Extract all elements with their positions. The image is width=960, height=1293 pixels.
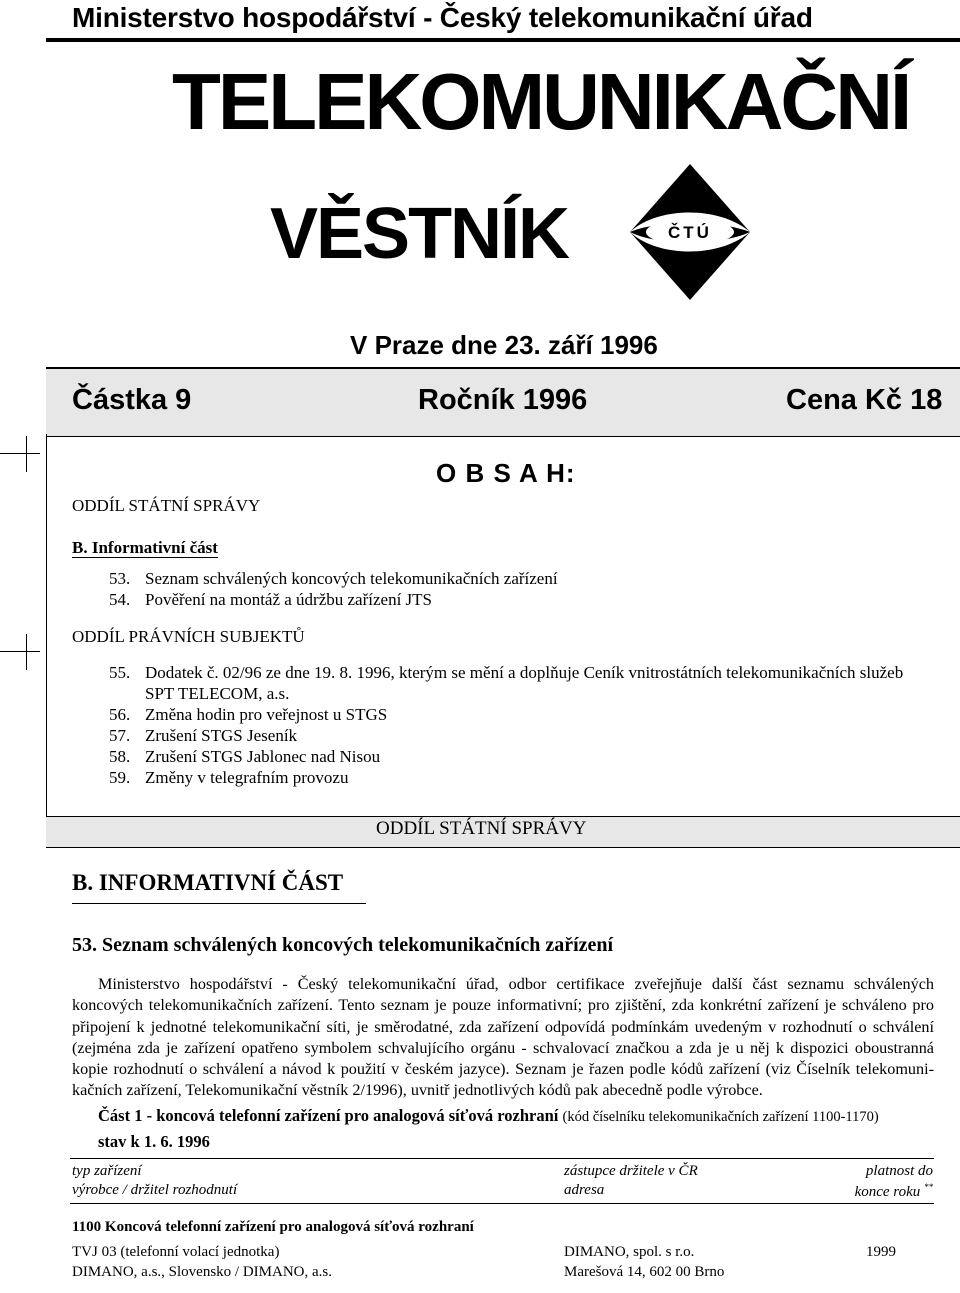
status-date: stav k 1. 6. 1996 <box>98 1132 210 1151</box>
col-header-rep: zástupce držitele v ČR <box>564 1163 698 1179</box>
journal-title-line1: TELEKOMUNIKAČNÍ <box>172 57 910 146</box>
part-heading: B. INFORMATIVNÍ ČÁST <box>72 870 344 895</box>
toc-section-state-label: ODDÍL STÁTNÍ SPRÁVY <box>72 496 261 515</box>
issue-number: Částka 9 <box>72 384 192 416</box>
col-header-valid: platnost do <box>865 1163 933 1179</box>
crop-mark <box>26 436 27 472</box>
toc-item-number: 57. <box>109 726 131 745</box>
part-1-code-note: (kód číselníku telekomunikačních zařízení 1100-1170) <box>562 1109 879 1125</box>
toc-section-state <box>72 496 260 516</box>
item-title: 53. Seznam schválených koncových telekomunikačních zařízení <box>72 934 614 956</box>
part-1-title <box>98 1106 879 1126</box>
toc-item-text: Změna hodin pro veřejnost u STGS <box>145 705 388 724</box>
table-cell-rep: DIMANO, spol. s r.o. <box>564 1244 695 1260</box>
logo-text: ČTÚ <box>668 223 712 242</box>
col-header-type: typ zařízení <box>72 1163 142 1179</box>
footnote-mark: ** <box>924 1182 933 1192</box>
crop-mark <box>26 634 27 670</box>
toc-item-number: 55. <box>109 663 131 682</box>
ctu-logo <box>628 162 752 302</box>
part-1-title-bold: Část 1 - koncová telefonní zařízení pro analogová síťová rozhraní <box>98 1106 559 1125</box>
section-title: ODDÍL STÁTNÍ SPRÁVY <box>376 818 587 839</box>
paragraph-line: kačních zařízení, Telekomunikační věstník 2/1996), uvnitř jednotlivých kódů pak abecedně podle výrobce. <box>72 1081 763 1100</box>
toc-item-text-continued: SPT TELECOM, a.s. <box>145 684 290 703</box>
toc-item-text: Seznam schválených koncových telekomunikačních zařízení <box>145 569 558 588</box>
toc-item[interactable] <box>109 747 909 767</box>
underline <box>72 557 218 558</box>
table-category: 1100 Koncová telefonní zařízení pro analogová síťová rozhraní <box>72 1219 474 1235</box>
col-header-valid-end <box>855 1182 933 1201</box>
table-cell-maker: DIMANO, a.s., Slovensko / DIMANO, a.s. <box>72 1264 332 1280</box>
journal-title-line2: VĚSTNÍK <box>270 194 569 274</box>
col-header-valid-end-text: konce roku <box>854 1184 921 1200</box>
toc-section-legal-label: ODDÍL PRÁVNÍCH SUBJEKTŮ <box>72 627 305 646</box>
table-cell-valid: 1999 <box>866 1244 896 1260</box>
toc-item[interactable] <box>109 590 909 610</box>
crop-mark <box>0 651 40 652</box>
toc-item[interactable] <box>109 726 909 746</box>
toc-item-text: Pověření na montáž a údržbu zařízení JTS <box>145 590 433 609</box>
toc-item-text: Zrušení STGS Jablonec nad Nisou <box>145 747 381 766</box>
table-top-rule <box>70 1158 934 1159</box>
toc-item-number: 54. <box>109 590 131 609</box>
table-header-rule <box>70 1203 934 1204</box>
toc-item[interactable] <box>109 569 909 589</box>
toc-item-number: 58. <box>109 747 131 766</box>
toc-item-number: 56. <box>109 705 131 724</box>
col-header-address: adresa <box>564 1182 605 1198</box>
crop-mark <box>0 453 40 454</box>
paragraph-line: Ministerstvo hospodářství - Český telekomunikační úřad, odbor certifikace zveřejňuje další část seznamu schválených <box>98 975 934 993</box>
toc-heading: O B S A H: <box>436 458 576 488</box>
toc-subsection-b: B. Informativní část <box>72 538 218 557</box>
issue-price: Cena Kč 18 <box>786 384 943 416</box>
header-rule <box>46 38 960 42</box>
paragraph-line: připojení k jednotné telekomunikační síti, je směrodatné, zda zařízení odpovídá podmínkám uvedeným v rozhodnutí o schválení <box>72 1017 934 1036</box>
issue-year: Ročník 1996 <box>418 384 588 416</box>
underline <box>72 903 366 904</box>
ministry-header: Ministerstvo hospodářství - Český telekomunikační úřad <box>72 2 813 33</box>
toc-item[interactable] <box>109 768 909 788</box>
body-paragraph <box>72 974 934 1102</box>
col-header-maker: výrobce / držitel rozhodnutí <box>72 1182 238 1198</box>
paragraph-line: kopie rozhodnutí o schválení a návod k použití v českém jazyce). Seznam je řazen podle kódů zařízení (viz Číselník telekomuni- <box>72 1060 934 1079</box>
table-cell-address: Marešová 14, 602 00 Brno <box>564 1264 725 1280</box>
toc-section-legal <box>72 627 305 647</box>
toc-item[interactable] <box>109 663 939 705</box>
toc-item-text: Změny v telegrafním provozu <box>145 768 349 787</box>
toc-item-text: Zrušení STGS Jeseník <box>145 726 298 745</box>
toc-item[interactable] <box>109 705 909 725</box>
issue-date: V Praze dne 23. září 1996 <box>350 330 658 360</box>
paragraph-line: (zejména zda je zařízení opatřeno symbolem schvalujícího orgánu - schvalovací značkou a zda je u něj k dispozici oboustranná <box>72 1038 934 1057</box>
toc-item-number: 53. <box>109 569 131 588</box>
paragraph-line: koncových telekomunikačních zařízení. Tento seznam je pouze informativní; pro zjištění, zda konkrétní zařízení je schváleno pro <box>72 996 934 1015</box>
toc-item-number: 59. <box>109 768 131 787</box>
left-border-line <box>46 434 47 816</box>
toc-item-text: Dodatek č. 02/96 ze dne 19. 8. 1996, kterým se mění a doplňuje Ceník vnitrostátních telekomunikačních služeb <box>145 663 904 682</box>
table-cell-type: TVJ 03 (telefonní volací jednotka) <box>72 1244 280 1260</box>
